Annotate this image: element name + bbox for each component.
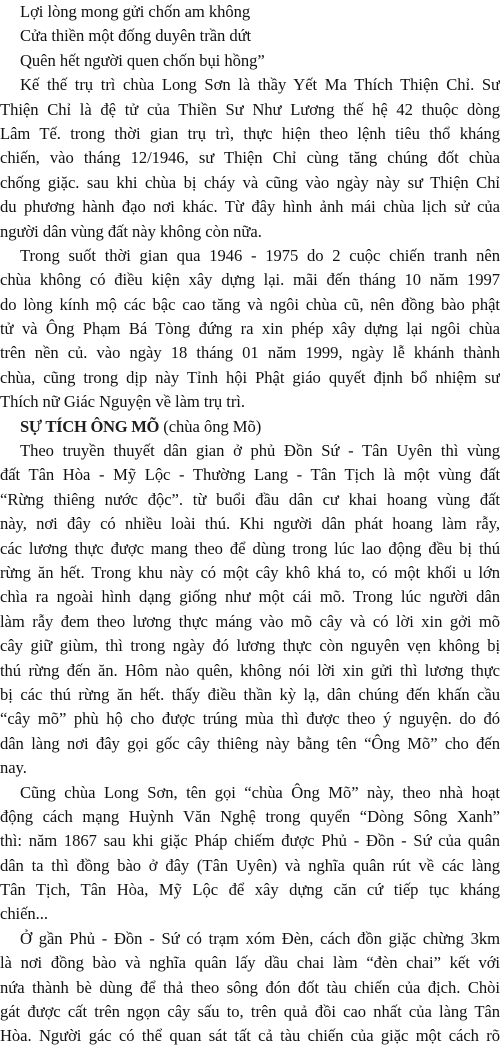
paragraph-revolution-history xyxy=(0,781,500,927)
poem-stanza xyxy=(0,0,500,73)
text-line: bị các thú rừng ăn hết. thấy điều thần kỳ lạ, dân chúng đến khấn cầu xyxy=(0,684,500,704)
text-line: dân làng nơi đây gọi gốc cây thiêng này bằng tên “Ông Mõ” cho đến xyxy=(0,733,500,753)
section-heading xyxy=(0,415,500,439)
text-line: Theo truyền thuyết dân gian ở phủ Đồn Sứ - Tân Uyên thì vùng xyxy=(20,441,500,461)
text-line: rừng ăn hết. Trong khu này có một cây khô khá to, có một khối u lớn xyxy=(0,562,500,582)
text-line: các lương thực được mang theo để dùng trong lúc lao động đều bị thú xyxy=(0,538,500,558)
poem-line: Quên hết người quen chốn bụi hồng” xyxy=(20,50,265,70)
text-line: động cách mạng Huỳnh Văn Nghệ trong quyển “Dòng Sông Xanh” xyxy=(0,806,500,826)
paragraph-lamp-station xyxy=(0,927,500,1049)
text-line: cây giữ giùm, thì trong ngày đó lương thực còn nguyên vẹn không bị xyxy=(0,636,500,656)
text-line: “cây mõ” phù hộ cho được trúng mùa thì được theo ý nguyện. do đó xyxy=(0,709,500,729)
text-line: Tân Tịch, Tân Hòa, Mỹ Lộc để xây dựng căn cứ tiếp tục kháng xyxy=(0,880,500,900)
text-line: chống giặc. sau khi chùa bị cháy và cũng vào ngày này sư Thiện Chỉ xyxy=(0,172,500,192)
text-line: thì: năm 1867 sau khi giặc Pháp chiếm được Phủ - Đồn - Sứ của quân xyxy=(0,831,500,851)
text-line: Thiện Chỉ là đệ tử của Thiền Sư Như Lương thế hệ 42 thuộc dòng xyxy=(0,99,500,119)
text-line: trên nền củ. vào ngày 18 tháng 01 năm 1999, ngày lễ khánh thành xyxy=(0,343,500,363)
text-line: tử và Ông Phạm Bá Tòng đứng ra xin phép xây dựng lại ngôi chùa xyxy=(0,319,500,339)
section-heading-title: SỰ TÍCH ÔNG MÕ xyxy=(20,416,160,436)
text-line: chìa ra ngoài hình dạng giống như một cái mõ. Trong lúc người dân xyxy=(0,587,500,607)
text-line: do lòng kính mộ các bậc cao tăng và ngôi chùa cũ, nên đồng bào phật xyxy=(0,294,500,314)
text-line: Thích nữ Giác Nguyện về làm trụ trì. xyxy=(0,392,245,412)
text-line: Trong suốt thời gian qua 1946 - 1975 do 2 cuộc chiến tranh nên xyxy=(20,245,500,265)
text-line: nứa thành bè dùng để thả theo sông đón đốt tàu chiến của địch. Chòi xyxy=(0,977,500,997)
paragraph-legend xyxy=(0,439,500,780)
text-line: chùa, cũng trong dịp này Tỉnh hội Phật giáo quyết định bổ nhiệm sư xyxy=(0,367,500,387)
text-line: thú rừng đến ăn. Hôm nào quên, không nói lời xin gửi thì lương thực xyxy=(0,660,500,680)
section-heading-note: (chùa ông Mõ) xyxy=(159,416,262,436)
text-line: Ở gần Phủ - Đồn - Sứ có trạm xóm Đèn, cách đồn giặc chừng 3km xyxy=(20,928,500,948)
text-line: làm rẫy đem theo lương thực máng vào mõ cây và có lời xin gởi mõ xyxy=(0,611,500,631)
text-line: là nơi đồng bào và nghĩa quân lấy dầu chai làm “đèn chai” kết với xyxy=(0,953,500,973)
text-line: du phương hành đạo nơi khác. Từ đây hình ảnh mái chùa lịch sử của xyxy=(0,197,500,217)
text-line: chiến... xyxy=(0,904,48,924)
text-line: “Rừng thiêng nước độc”. từ buổi đầu dân cư khai hoang vùng đất xyxy=(0,489,500,509)
text-line: gát được cất trên ngọn cây sấu to, trên quả đồi cao nhất của làng Tân xyxy=(0,1002,500,1022)
text-line: này, nơi đây có nhiều loài thú. Khi người dân phát hoang làm rẫy, xyxy=(0,514,500,534)
text-line: nay. xyxy=(0,758,27,778)
text-line: Kế thế trụ trì chùa Long Sơn là thầy Yết Ma Thích Thiện Chỉ. Sư xyxy=(20,75,500,95)
text-line: chiến, vào tháng 12/1946, sư Thiện Chỉ cùng tăng chúng đốt chùa xyxy=(0,148,500,168)
text-line: Cũng chùa Long Sơn, tên gọi “chùa Ông Mõ” này, theo nhà hoạt xyxy=(20,782,500,802)
text-line: người dân vùng đất này không còn nữa. xyxy=(0,221,262,241)
paragraph-abbot-succession xyxy=(0,73,500,244)
poem-line: Cửa thiền một đống duyên trần dứt xyxy=(20,26,252,46)
text-line: Lâm Tế. trong thời gian trụ trì, thực hiện theo lệnh tiêu thổ kháng xyxy=(0,123,500,143)
text-line: đất Tân Hòa - Mỹ Lộc - Thường Lang - Tân Tịch là một vùng đất xyxy=(0,465,500,485)
poem-line: Lợi lòng mong gửi chốn am không xyxy=(20,2,251,21)
paragraph-rebuilding xyxy=(0,244,500,415)
text-line: dân ta thì đồng bào ở đây (Tân Uyên) và nghĩa quân rút về các làng xyxy=(0,855,500,875)
text-line: chùa không có điều kiện xây dựng lại. mãi đến tháng 10 năm 1997 xyxy=(0,270,500,290)
text-line: Hòa. Người gác có thể quan sát tất cả tàu chiến của giặc một cách rõ xyxy=(0,1026,500,1046)
